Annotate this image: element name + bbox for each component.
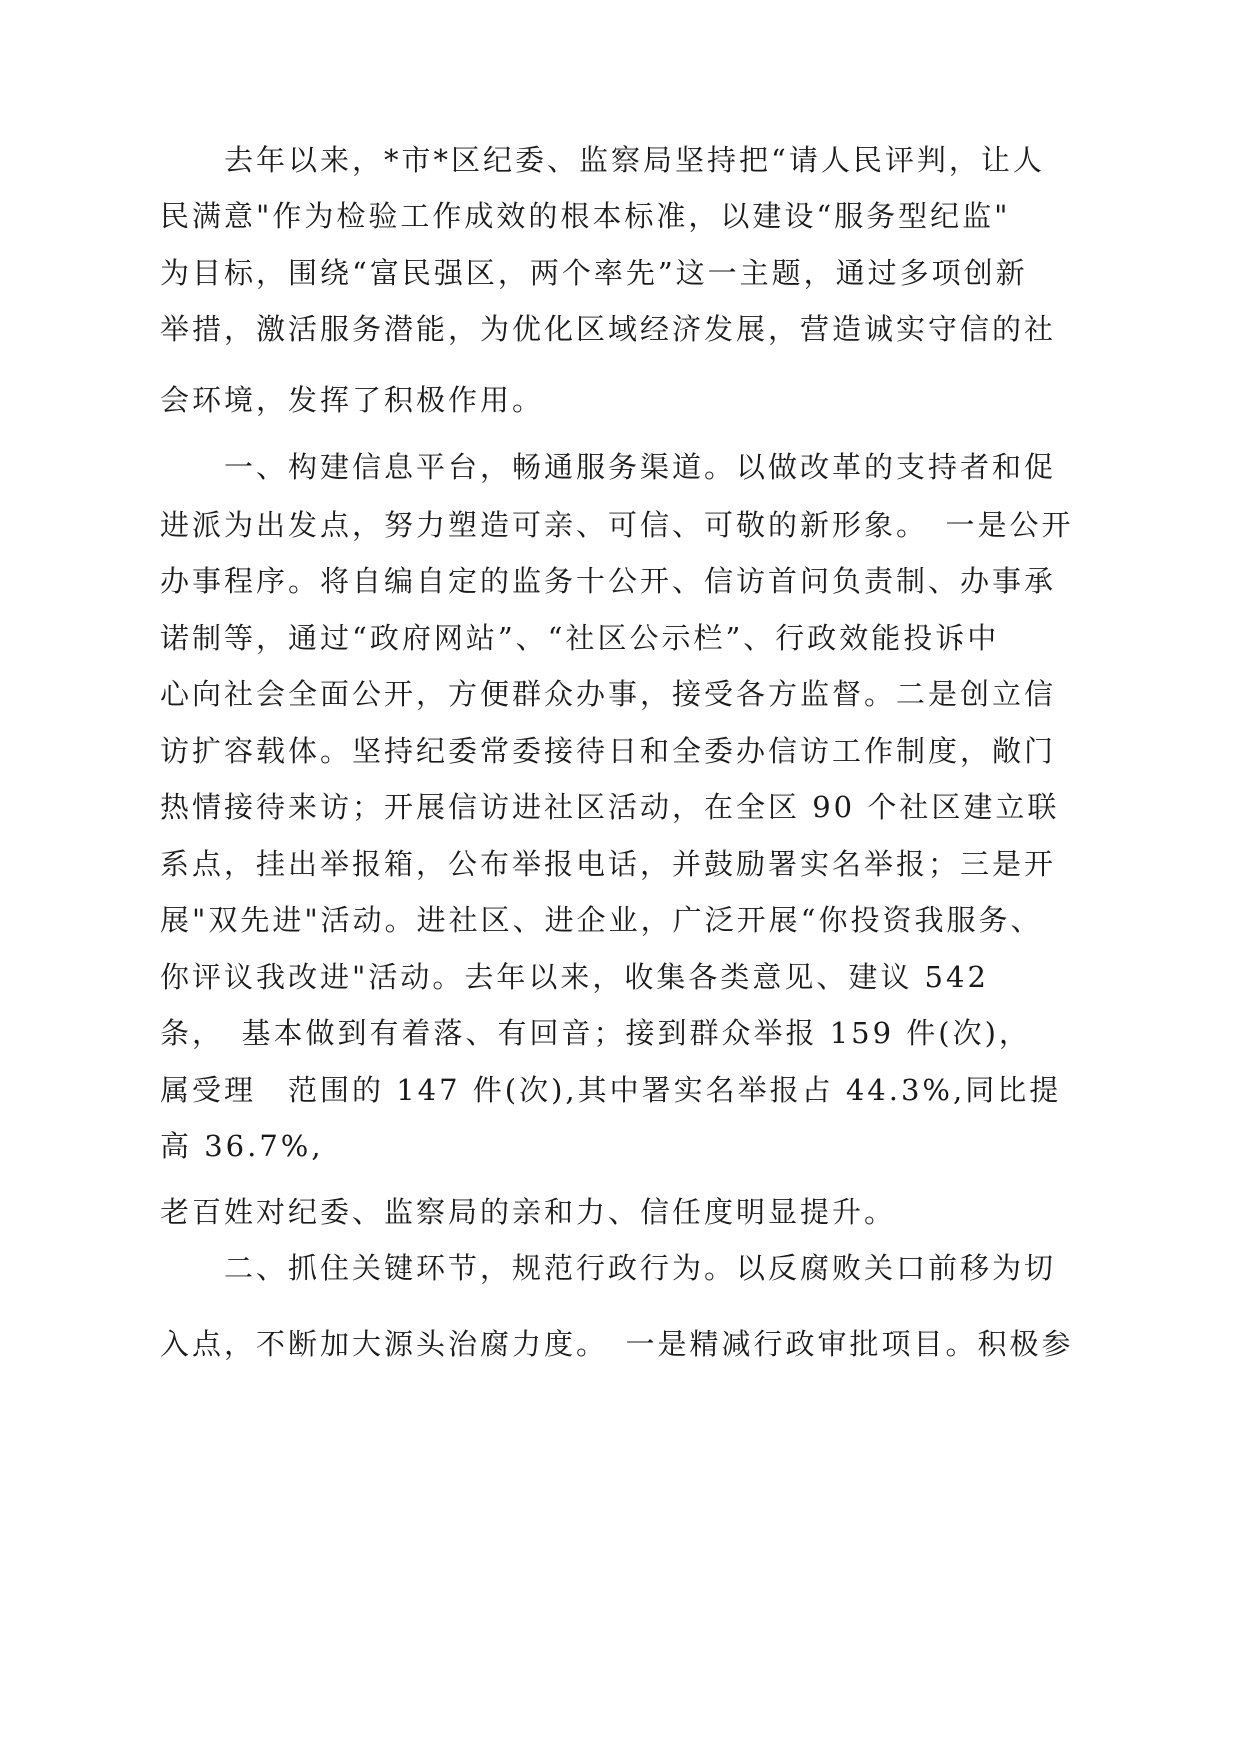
paragraph-line: 你评议我改进"活动。去年以来，收集各类意见、建议 542 [160, 960, 989, 994]
paragraph-line: 举措，激活服务潜能，为优化区域经济发展，营造诚实守信的社 [160, 312, 1057, 346]
paragraph-line: 属受理 范围的 147 件(次),其中署实名举报占 44.3%,同比提 [160, 1073, 1062, 1107]
paragraph-line: 老百姓对纪委、监察局的亲和力、信任度明显提升。 [160, 1195, 897, 1229]
paragraph-line: 诺制等，通过“政府网站”、“社区公示栏”、行政效能投诉中 [160, 621, 1000, 655]
paragraph-line: 一、构建信息平台，畅通服务渠道。以做改革的支持者和促 [160, 450, 1057, 484]
paragraph-line: 条， 基本做到有着落、有回音；接到群众举报 159 件(次)， [160, 1016, 1031, 1050]
paragraph-line: 系点，挂出举报箱，公布举报电话，并鼓励署实名举报；三是开 [160, 847, 1057, 881]
paragraph-line: 办事程序。将自编自定的监务十公开、信访首问负责制、办事承 [160, 564, 1057, 598]
paragraph-line: 会环境，发挥了积极作用。 [160, 383, 545, 417]
paragraph-line: 民满意"作为检验工作成效的根本标准，以建设“服务型纪监" [160, 199, 1011, 233]
paragraph-line: 热情接待来访；开展信访进社区活动，在全区 90 个社区建立联 [160, 790, 1060, 824]
paragraph-line: 进派为出发点，努力塑造可亲、可信、可敬的新形象。 一是公开 [160, 508, 1074, 542]
paragraph-line: 入点，不断加大源头治腐力度。 一是精减行政审批项目。积极参 [160, 1327, 1074, 1361]
paragraph-line: 心向社会全面公开，方便群众办事，接受各方监督。二是创立信 [160, 677, 1057, 711]
paragraph-line: 二、抓住关键环节，规范行政行为。以反腐败关口前移为切 [160, 1251, 1057, 1285]
paragraph-line: 高 36.7%, [160, 1129, 324, 1163]
paragraph-line: 展"双先进"活动。进社区、进企业，广泛开展“你投资我服务、 [160, 903, 1043, 937]
paragraph-line: 访扩容载体。坚持纪委常委接待日和全委办信访工作制度，敞门 [160, 734, 1057, 768]
paragraph-line: 去年以来，*市*区纪委、监察局坚持把“请人民评判，让人 [160, 143, 1045, 177]
paragraph-line: 为目标，围绕“富民强区，两个率先”这一主题，通过多项创新 [160, 256, 1028, 290]
